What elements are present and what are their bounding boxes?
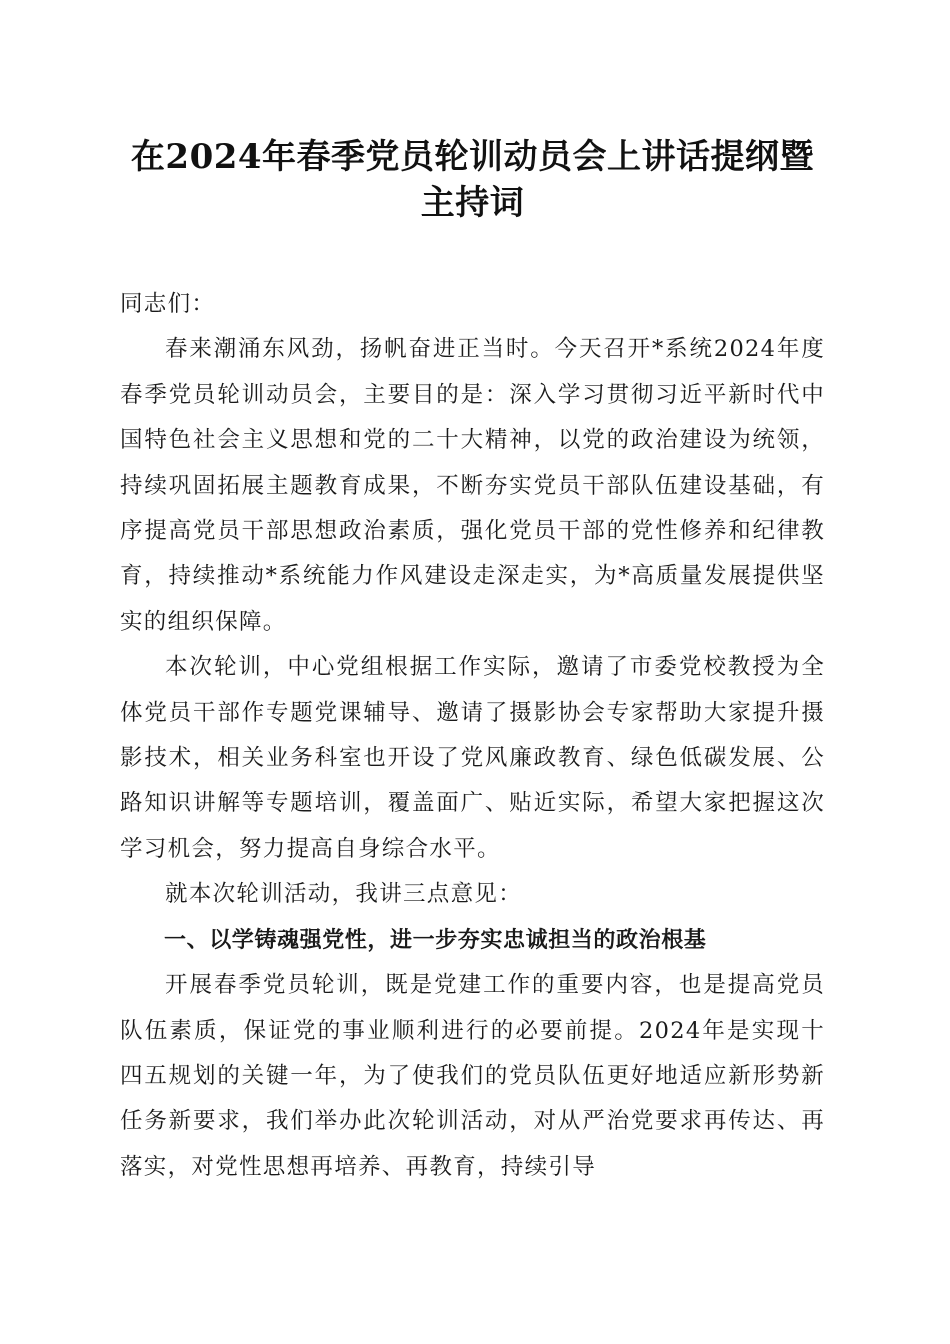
paragraph-training: 本次轮训，中心党组根据工作实际，邀请了市委党校教授为全体党员干部作专题党课辅导、邀请了摄影协会专家帮助大家提升摄影技术，相关业务科室也开设了党风廉政教育、绿色低碳发展、公路知识讲解等专题培训，覆盖面广、贴近实际，希望大家把握这次学习机会，努力提高自身综合水平。: [120, 654, 825, 862]
document-page: [120, 134, 825, 1190]
document-title: [120, 134, 825, 226]
title-line-1: 在2024年春季党员轮训动员会上讲话提纲暨: [130, 137, 815, 177]
paragraph-opening: 春来潮涌东风劲，扬帆奋进正当时。今天召开*系统2024年度春季党员轮训动员会，主要目的是：深入学习贯彻习近平新时代中国特色社会主义思想和党的二十大精神，以党的政治建设为统领，持续巩固拓展主题教育成果，不断夯实党员干部队伍建设基础，有序提高党员干部思想政治素质，强化党员干部的党性修养和纪律教育，持续推动*系统能力作风建设走深走实，为*高质量发展提供坚实的组织保障。: [120, 336, 825, 635]
salutation: 同志们：: [120, 291, 216, 317]
section-heading-1: 一、以学铸魂强党性，进一步夯实忠诚担当的政治根基: [164, 927, 707, 953]
paragraph-intro-points: 就本次轮训活动，我讲三点意见：: [165, 881, 523, 908]
title-line-2: 主持词: [420, 183, 525, 223]
document-body: [120, 282, 825, 1190]
paragraph-section-1: 开展春季党员轮训，既是党建工作的重要内容，也是提高党员队伍素质，保证党的事业顺利进行的必要前提。2024年是实现十四五规划的关键一年，为了使我们的党员队伍更好地适应新形势新任务新要求，我们举办此次轮训活动，对从严治党要求再传达、再落实，对党性思想再培养、再教育，持续引导: [120, 972, 825, 1180]
